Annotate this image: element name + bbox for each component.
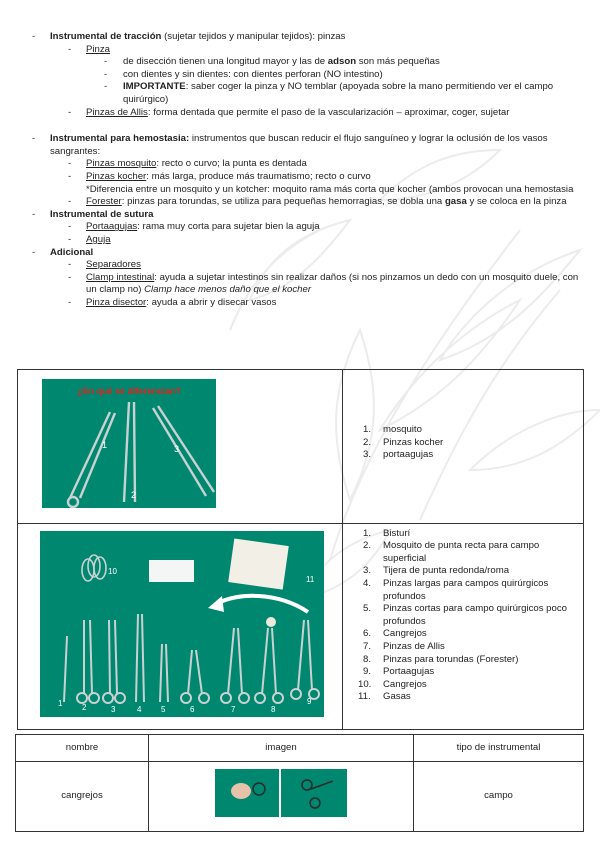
list-item: 3. Tijera de punta redonda/roma	[363, 565, 510, 577]
bullet-traccion: - Instrumental de tracción (sujetar tejidos y manipular tejidos): pinzas	[32, 31, 346, 42]
bullet-adicional: - Adicional	[32, 246, 94, 258]
figure2-mark-3: 3	[111, 704, 116, 714]
cell-nombre: cangrejos	[16, 762, 149, 832]
figure2-mark-9: 9	[307, 696, 312, 706]
package-icon	[149, 560, 194, 582]
figure-row-2	[18, 523, 584, 730]
section-sutura	[0, 209, 600, 247]
note-diferencia: *Diferencia entre un mosquito y un kotcher: moquito rama más corta que kocher (ambos provocan una hemostasia	[86, 183, 574, 195]
list-item: 4. Pinzas largas para campos quirúrgicos profundos	[363, 577, 549, 602]
section-traccion	[0, 31, 600, 119]
figure2-mark-7: 7	[231, 704, 236, 714]
bullet-separadores: - Separadores	[68, 259, 141, 271]
figure2-list-cell	[343, 523, 584, 730]
traccion-title: Instrumental de tracción	[50, 31, 162, 42]
bullet-portaagujas: - Portaagujas: rama muy corta para sujetar bien la aguja	[68, 221, 320, 233]
gasas-icon	[228, 538, 289, 589]
figure1-list	[343, 424, 583, 462]
figure2-mark-4: 4	[137, 704, 142, 714]
table-row	[16, 762, 584, 832]
list-item: 9. Portaagujas	[363, 666, 435, 678]
bullet-pinza-diseccion: - de disección tienen una longitud mayor y las de adson son más pequeñas	[104, 56, 440, 68]
bullet-clamp: - Clamp intestinal: ayuda a sujetar intestinos sin realizar daños (si nos pinzamos un dedo con un mosquito duele, con un clamp no) Clamp hace menos daño que el kocher	[68, 271, 579, 296]
list-item: 7. Pinzas de Allis	[363, 640, 445, 652]
pinza-label: Pinza	[86, 43, 110, 55]
bullet-disector: - Pinza disector: ayuda a abrir y disecar vasos	[68, 296, 277, 308]
list-item: 2. Mosquito de punta recta para campo superficial	[363, 540, 540, 564]
list-item: 8. Pinzas para torundas (Forester)	[363, 653, 519, 665]
list-item: 1. mosquito	[363, 424, 422, 435]
figure2-mark-2: 2	[82, 702, 87, 712]
bullet-forester: - Forester: pinzas para torundas, se utiliza para pequeñas hemorragias, se dobla una gasa y se coloca en la pinza	[68, 196, 567, 208]
bullet-pinza-importante: - IMPORTANTE: saber coger la pinza y NO temblar (apoyada sobre la mano permitiendo ver el campo quirúrgico)	[104, 81, 554, 105]
traccion-text: (sujetar tejidos y manipular tejidos): pinzas	[161, 31, 346, 42]
cell-tipo: campo	[414, 762, 584, 832]
figure2-mark-5: 5	[161, 704, 166, 714]
list-item: 1. Bisturí	[363, 527, 411, 539]
list-item: 10. Cangrejos	[358, 678, 427, 690]
bullet-aguja: - Aguja	[68, 233, 111, 245]
bullet-mosquito: - Pinzas mosquito: recto o curvo; la punta es dentada	[68, 158, 307, 170]
figure1-mark-2: 2	[131, 490, 137, 500]
figure1-photo	[18, 370, 342, 518]
figure1-caption: ¿En qué se diferencian?	[76, 386, 182, 396]
notes-content	[0, 0, 600, 309]
header-nombre: nombre	[16, 735, 149, 762]
header-imagen: imagen	[149, 735, 414, 762]
cangrejos-photo	[215, 769, 347, 819]
section-hemostasia	[0, 133, 600, 209]
figure2-list	[343, 528, 583, 704]
figure-row-1	[18, 370, 584, 524]
header-tipo: tipo de instrumental	[414, 735, 584, 762]
figure1-list-cell	[343, 370, 584, 524]
section-adicional	[0, 247, 600, 310]
bullet-allis: - Pinzas de Allis: forma dentada que permite el paso de la vascularización – aproximar, coger, sujetar	[68, 106, 510, 118]
list-item: 11. Gasas	[358, 691, 411, 703]
figure1-mark-3: 3	[174, 444, 180, 454]
figure1-cell	[18, 370, 343, 524]
cell-imagen	[149, 762, 414, 832]
figure2-photo	[18, 524, 342, 725]
figure2-mark-10: 10	[108, 566, 117, 576]
bullet-hemostasia: - Instrumental para hemostasia: instrumentos que buscan reducir el flujo sanguíneo y lograr la oclusión de los vasos sangrantes:	[32, 133, 548, 157]
figure2-cell	[18, 523, 343, 730]
figure2-mark-8: 8	[271, 704, 276, 714]
instrument-figures-table	[17, 369, 584, 730]
bullet-kocher: - Pinzas kocher: más larga, produce más traumatismo; recto o curvo	[68, 170, 371, 182]
list-item: 5. Pinzas cortas para campo quirúrgicos poco profundos	[363, 603, 567, 627]
instrument-type-table	[15, 734, 584, 832]
figure1-mark-1: 1	[102, 440, 108, 450]
bullet-pinza-dientes: - con dientes y sin dientes: con dientes perforan (NO intestino)	[104, 68, 383, 80]
figure2-mark-6: 6	[190, 704, 195, 714]
table-header-row	[16, 735, 584, 762]
bullet-pinza: - Pinza	[68, 43, 110, 55]
list-item: 2. Pinzas kocher	[363, 436, 444, 448]
figure2-mark-11: 11	[306, 574, 315, 584]
bullet-sutura: - Instrumental de sutura	[32, 208, 154, 220]
list-item: 6. Cangrejos	[363, 628, 427, 640]
figure2-mark-1: 1	[58, 698, 63, 708]
list-item: 3. portaagujas	[363, 449, 434, 461]
